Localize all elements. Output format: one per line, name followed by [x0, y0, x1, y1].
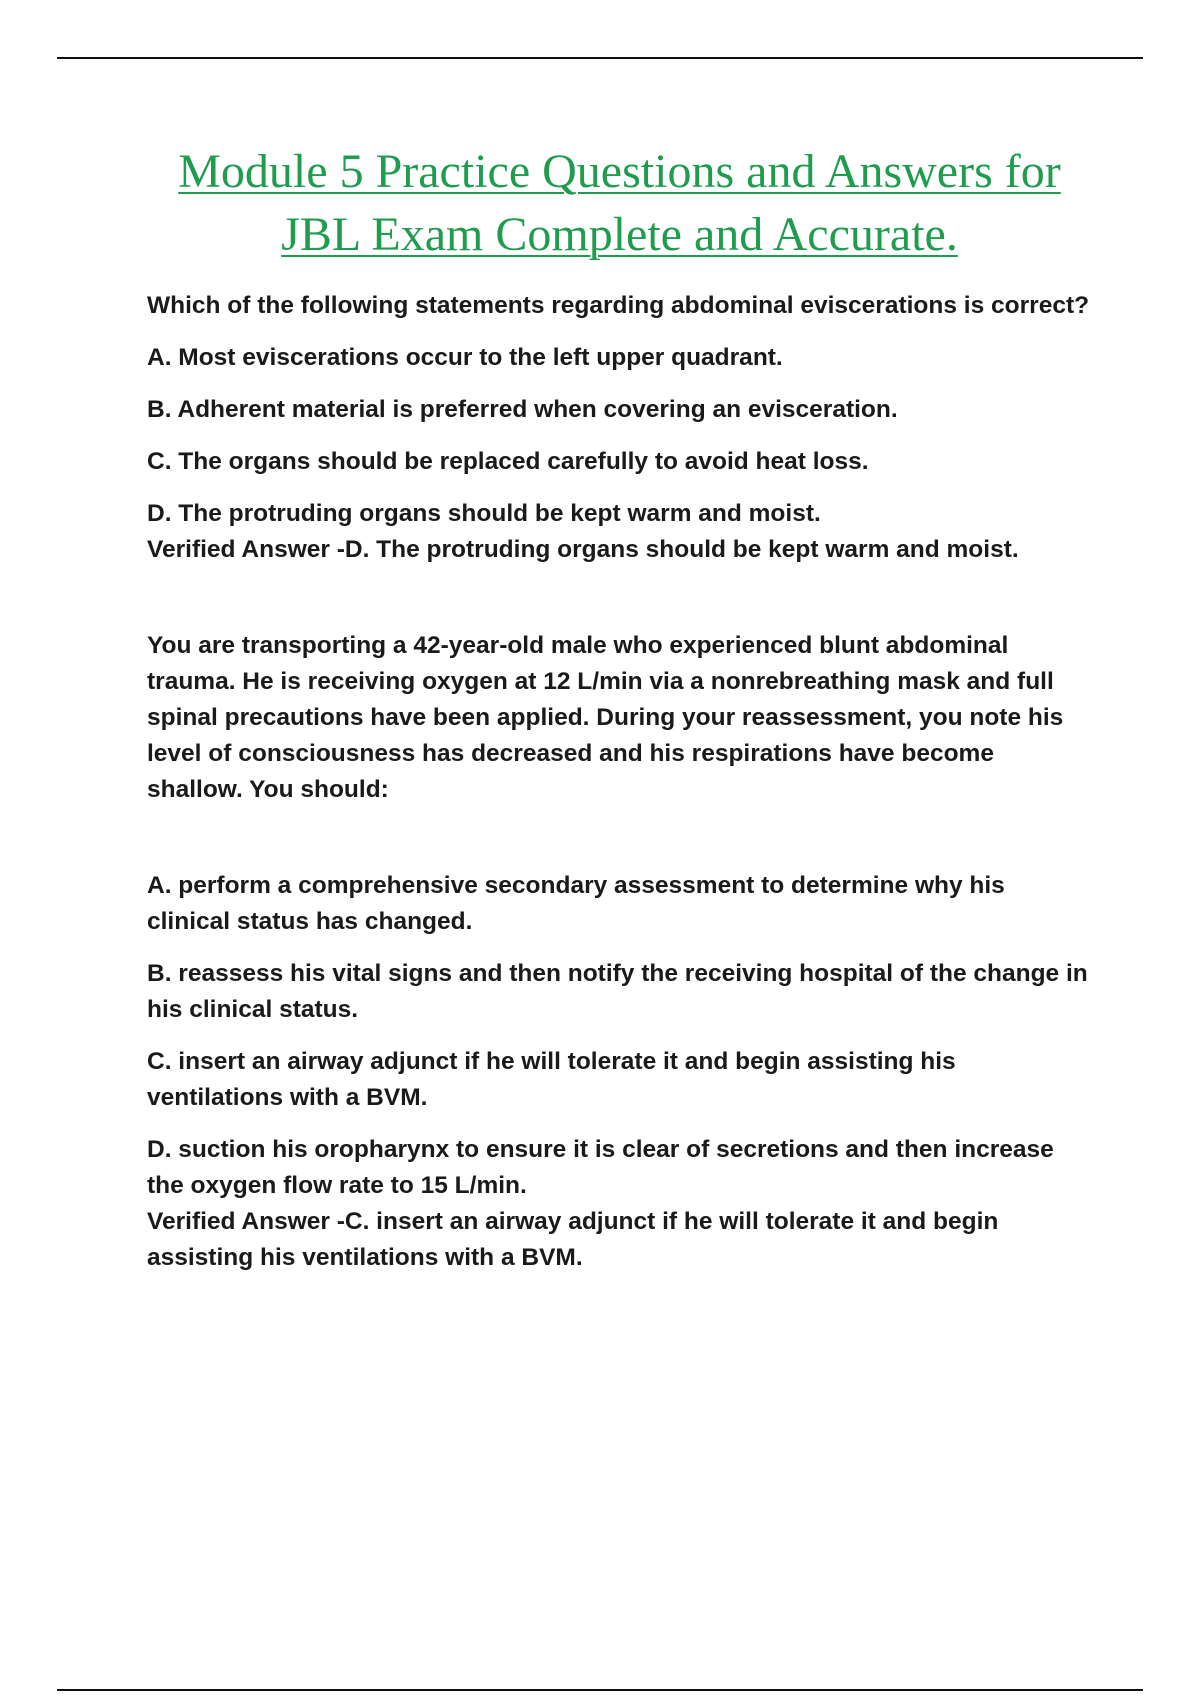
spacer: [147, 824, 1092, 868]
question-1-prompt: Which of the following statements regarding abdominal eviscerations is correct?: [147, 292, 1090, 319]
question-1-option-a: A. Most eviscerations occur to the left upper quadrant.: [147, 344, 783, 371]
question-1-option-d: D. The protruding organs should be kept warm and moist.: [147, 500, 821, 527]
question-2-option-c: C. insert an airway adjunct if he will tolerate it and begin assisting his ventilations with a BVM.: [147, 1048, 956, 1111]
question-2-prompt: You are transporting a 42-year-old male who experienced blunt abdominal trauma. He is receiving oxygen at 12 L/min via a nonrebreathing mask and full spinal precautions have been applied. During your reassessment, you note his level of consciousness has decreased and his respirations have become shallow. You should:: [147, 632, 1064, 803]
question-2-option-b: B. reassess his vital signs and then notify the receiving hospital of the change in his clinical status.: [147, 960, 1088, 1023]
spacer: [147, 568, 1092, 628]
question-1: [147, 288, 1092, 568]
question-2-option-d: D. suction his oropharynx to ensure it is clear of secretions and then increase the oxygen flow rate to 15 L/min.: [147, 1136, 1054, 1199]
question-1-verified-answer: Verified Answer -D. The protruding organs should be kept warm and moist.: [147, 536, 1019, 563]
question-1-option-b: B. Adherent material is preferred when covering an evisceration.: [147, 396, 898, 423]
question-2-verified-answer: Verified Answer -C. insert an airway adjunct if he will tolerate it and begin assisting his ventilations with a BVM.: [147, 1208, 999, 1271]
document-title: Module 5 Practice Questions and Answers for JBL Exam Complete and Accurate.: [178, 145, 1061, 261]
question-2-option-a: A. perform a comprehensive secondary assessment to determine why his clinical status has changed.: [147, 872, 1005, 935]
bottom-divider: [57, 1689, 1143, 1691]
question-2: [147, 628, 1092, 1276]
question-1-option-c: C. The organs should be replaced carefully to avoid heat loss.: [147, 448, 869, 475]
document-body: [147, 140, 1092, 1276]
top-divider: [57, 57, 1143, 59]
